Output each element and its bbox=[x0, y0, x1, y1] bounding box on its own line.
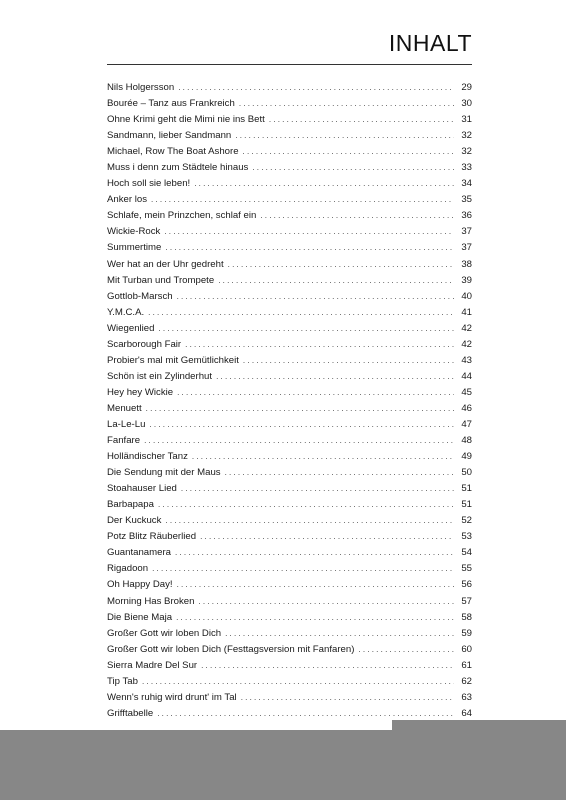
toc-entry bbox=[107, 626, 472, 642]
toc-entry-page: 57 bbox=[461, 595, 472, 607]
toc-entry bbox=[107, 690, 472, 706]
toc-entry-title: Die Sendung mit der Maus bbox=[107, 467, 221, 479]
toc-entry bbox=[107, 273, 472, 289]
toc-entry-page: 59 bbox=[461, 627, 472, 639]
toc-entry-title: Grifftabelle bbox=[107, 707, 154, 719]
toc-entry bbox=[107, 240, 472, 256]
toc-entry-title: Wickie-Rock bbox=[107, 226, 161, 238]
toc-entry-title: Wer hat an der Uhr gedreht bbox=[107, 258, 224, 270]
toc-entry-title: Rigadoon bbox=[107, 563, 149, 575]
toc-entry-page: 33 bbox=[461, 162, 472, 174]
toc-leader-dots bbox=[158, 321, 454, 337]
toc-entry-title: Oh Happy Day! bbox=[107, 579, 173, 591]
toc-entry-title: Guantanamera bbox=[107, 547, 171, 559]
toc-leader-dots bbox=[358, 642, 454, 658]
toc-entry-title: Gottlob-Marsch bbox=[107, 290, 173, 302]
toc-leader-dots bbox=[164, 224, 454, 240]
toc-leader-dots bbox=[243, 144, 454, 160]
toc-entry-title: Michael, Row The Boat Ashore bbox=[107, 146, 239, 158]
toc-leader-dots bbox=[192, 449, 454, 465]
toc-entry-title: Potz Blitz Räuberlied bbox=[107, 531, 197, 543]
toc-entry-title: Holländischer Tanz bbox=[107, 451, 188, 463]
toc-entry bbox=[107, 497, 472, 513]
toc-entry-page: 42 bbox=[461, 338, 472, 350]
toc-entry bbox=[107, 417, 472, 433]
toc-leader-dots bbox=[269, 112, 454, 128]
toc-leader-dots bbox=[200, 529, 454, 545]
toc-entry bbox=[107, 369, 472, 385]
toc-entry-title: Anker los bbox=[107, 194, 147, 206]
toc-entry-page: 48 bbox=[461, 435, 472, 447]
toc-leader-dots bbox=[177, 385, 454, 401]
toc-entry bbox=[107, 642, 472, 658]
toc-entry bbox=[107, 577, 472, 593]
toc-entry-page: 55 bbox=[461, 563, 472, 575]
toc-entry-title: Nils Holgersson bbox=[107, 82, 175, 93]
toc-entry-title: Summertime bbox=[107, 242, 162, 254]
toc-leader-dots bbox=[228, 257, 454, 273]
toc-entry-title: Wiegenlied bbox=[107, 322, 155, 334]
toc-entry bbox=[107, 513, 472, 529]
toc-leader-dots bbox=[252, 160, 454, 176]
toc-entry bbox=[107, 545, 472, 561]
toc-entry-page: 37 bbox=[461, 226, 472, 238]
toc-entry-title: Die Biene Maja bbox=[107, 611, 173, 623]
toc-entry-title: Stoahauser Lied bbox=[107, 483, 177, 495]
toc-entry bbox=[107, 481, 472, 497]
toc-entry bbox=[107, 305, 472, 321]
toc-entry-page: 45 bbox=[461, 386, 472, 398]
toc-entry-page: 40 bbox=[461, 290, 472, 302]
toc-entry bbox=[107, 96, 472, 112]
toc-entry-page: 51 bbox=[461, 499, 472, 511]
toc-entry-page: 61 bbox=[461, 659, 472, 671]
toc-entry-title: Der Kuckuck bbox=[107, 515, 162, 527]
toc-entry bbox=[107, 80, 472, 96]
toc-entry-title: Großer Gott wir loben Dich (Festtagsversion mit Fanfaren) bbox=[107, 643, 355, 655]
toc-entry-page: 41 bbox=[461, 306, 472, 318]
toc-leader-dots bbox=[165, 513, 454, 529]
table-of-contents bbox=[107, 80, 472, 722]
toc-entry-title: La-Le-Lu bbox=[107, 418, 146, 430]
toc-entry-title: Probier's mal mit Gemütlichkeit bbox=[107, 354, 239, 366]
toc-entry-title: Bourée – Tanz aus Frankreich bbox=[107, 98, 235, 110]
toc-leader-dots bbox=[178, 80, 454, 96]
toc-leader-dots bbox=[235, 128, 454, 144]
toc-entry bbox=[107, 112, 472, 128]
toc-entry bbox=[107, 658, 472, 674]
footer-bar bbox=[0, 730, 566, 800]
toc-entry-title: Sandmann, lieber Sandmann bbox=[107, 130, 232, 142]
toc-entry-page: 58 bbox=[461, 611, 472, 623]
toc-leader-dots bbox=[151, 192, 454, 208]
toc-leader-dots bbox=[241, 690, 454, 706]
toc-entry-page: 46 bbox=[461, 402, 472, 414]
toc-leader-dots bbox=[152, 561, 454, 577]
toc-entry-page: 30 bbox=[461, 98, 472, 110]
toc-entry-page: 42 bbox=[461, 322, 472, 334]
toc-leader-dots bbox=[260, 208, 454, 224]
toc-entry-title: Y.M.C.A. bbox=[107, 306, 145, 318]
toc-leader-dots bbox=[225, 465, 454, 481]
toc-entry-title: Ohne Krimi geht die Mimi nie ins Bett bbox=[107, 114, 265, 126]
toc-entry-title: Schön ist ein Zylinderhut bbox=[107, 370, 213, 382]
toc-entry bbox=[107, 594, 472, 610]
toc-entry bbox=[107, 128, 472, 144]
toc-entry-title: Hoch soll sie leben! bbox=[107, 178, 191, 190]
toc-entry-page: 39 bbox=[461, 274, 472, 286]
toc-leader-dots bbox=[142, 674, 454, 690]
toc-entry-page: 49 bbox=[461, 451, 472, 463]
toc-entry-title: Hey hey Wickie bbox=[107, 386, 174, 398]
toc-entry-page: 56 bbox=[461, 579, 472, 591]
toc-entry-page: 35 bbox=[461, 194, 472, 206]
toc-leader-dots bbox=[216, 369, 454, 385]
toc-entry bbox=[107, 449, 472, 465]
toc-entry bbox=[107, 176, 472, 192]
toc-leader-dots bbox=[239, 96, 454, 112]
toc-entry-page: 31 bbox=[461, 114, 472, 126]
toc-entry-page: 60 bbox=[461, 643, 472, 655]
toc-entry bbox=[107, 674, 472, 690]
toc-entry-page: 29 bbox=[461, 82, 472, 93]
toc-entry bbox=[107, 144, 472, 160]
toc-entry-page: 47 bbox=[461, 418, 472, 430]
toc-leader-dots bbox=[144, 433, 454, 449]
toc-entry-page: 43 bbox=[461, 354, 472, 366]
toc-entry-title: Mit Turban und Trompete bbox=[107, 274, 215, 286]
toc-entry-page: 54 bbox=[461, 547, 472, 559]
toc-entry bbox=[107, 321, 472, 337]
toc-entry-page: 32 bbox=[461, 130, 472, 142]
toc-entry-title: Menuett bbox=[107, 402, 142, 414]
toc-entry bbox=[107, 337, 472, 353]
toc-entry-title: Morning Has Broken bbox=[107, 595, 195, 607]
toc-entry-title: Tip Tab bbox=[107, 675, 138, 687]
toc-leader-dots bbox=[165, 240, 454, 256]
toc-leader-dots bbox=[177, 577, 454, 593]
title-divider bbox=[107, 64, 472, 65]
toc-entry-page: 32 bbox=[461, 146, 472, 158]
toc-entry bbox=[107, 401, 472, 417]
toc-leader-dots bbox=[201, 658, 454, 674]
toc-entry-title: Barbapapa bbox=[107, 499, 154, 511]
toc-leader-dots bbox=[146, 401, 454, 417]
toc-leader-dots bbox=[243, 353, 454, 369]
toc-entry bbox=[107, 433, 472, 449]
toc-entry-page: 62 bbox=[461, 675, 472, 687]
toc-entry-page: 64 bbox=[461, 707, 472, 719]
toc-entry-page: 50 bbox=[461, 467, 472, 479]
toc-leader-dots bbox=[218, 273, 454, 289]
toc-entry-page: 51 bbox=[461, 483, 472, 495]
toc-entry bbox=[107, 353, 472, 369]
toc-leader-dots bbox=[194, 176, 454, 192]
toc-entry bbox=[107, 208, 472, 224]
toc-entry bbox=[107, 529, 472, 545]
toc-leader-dots bbox=[176, 610, 454, 626]
toc-entry-page: 44 bbox=[461, 370, 472, 382]
toc-leader-dots bbox=[149, 417, 454, 433]
toc-entry bbox=[107, 561, 472, 577]
toc-entry-page: 36 bbox=[461, 210, 472, 222]
toc-entry-title: Scarborough Fair bbox=[107, 338, 182, 350]
page-title: INHALT bbox=[388, 30, 472, 56]
toc-leader-dots bbox=[177, 289, 454, 305]
toc-entry-title: Muss i denn zum Städtele hinaus bbox=[107, 162, 249, 174]
toc-entry bbox=[107, 465, 472, 481]
toc-leader-dots bbox=[181, 481, 454, 497]
toc-entry-page: 52 bbox=[461, 515, 472, 527]
toc-entry bbox=[107, 257, 472, 273]
toc-entry-page: 38 bbox=[461, 258, 472, 270]
toc-entry-page: 34 bbox=[461, 178, 472, 190]
toc-entry bbox=[107, 192, 472, 208]
toc-leader-dots bbox=[225, 626, 454, 642]
toc-leader-dots bbox=[185, 337, 454, 353]
toc-entry bbox=[107, 224, 472, 240]
toc-entry-page: 53 bbox=[461, 531, 472, 543]
toc-entry-title: Sierra Madre Del Sur bbox=[107, 659, 198, 671]
toc-entry-page: 63 bbox=[461, 691, 472, 703]
toc-leader-dots bbox=[158, 497, 454, 513]
toc-entry-title: Fanfare bbox=[107, 435, 141, 447]
toc-leader-dots bbox=[198, 594, 454, 610]
toc-entry bbox=[107, 289, 472, 305]
toc-entry-title: Wenn's ruhig wird drunt' im Tal bbox=[107, 691, 237, 703]
toc-entry-title: Schlafe, mein Prinzchen, schlaf ein bbox=[107, 210, 257, 222]
toc-leader-dots bbox=[148, 305, 454, 321]
toc-entry bbox=[107, 385, 472, 401]
toc-entry bbox=[107, 160, 472, 176]
toc-leader-dots bbox=[175, 545, 454, 561]
toc-entry bbox=[107, 610, 472, 626]
toc-entry-title: Großer Gott wir loben Dich bbox=[107, 627, 222, 639]
toc-entry-page: 37 bbox=[461, 242, 472, 254]
